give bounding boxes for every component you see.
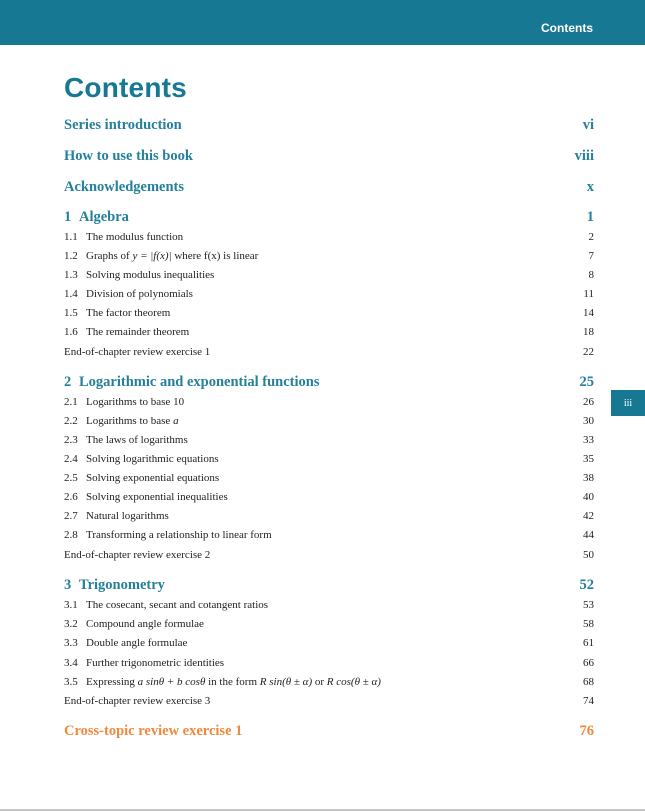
- section-number: 1.6: [64, 326, 78, 338]
- entry-page: viii: [574, 148, 594, 164]
- section-page: 38: [583, 472, 594, 484]
- toc-section-2-6[interactable]: [64, 491, 594, 503]
- page-title: Contents: [64, 72, 187, 103]
- toc-chapter-3[interactable]: [64, 577, 594, 594]
- toc-section-1-4[interactable]: [64, 288, 594, 300]
- section-number: 3.1: [64, 599, 78, 611]
- section-title: Graphs of: [86, 250, 133, 262]
- section-title: Expressing: [86, 676, 138, 688]
- section-page: 33: [583, 434, 594, 446]
- section-number: 2.1: [64, 396, 78, 408]
- math-expression-cos: R cos(θ ± α): [326, 676, 381, 688]
- entry-title: Series introduction: [64, 117, 182, 133]
- chapter-page: 1: [586, 209, 594, 225]
- review-title: End-of-chapter review exercise 3: [64, 695, 211, 707]
- toc-section-2-3[interactable]: [64, 434, 594, 446]
- toc-section-2-5[interactable]: [64, 472, 594, 484]
- toc-section-2-4[interactable]: [64, 453, 594, 465]
- chapter-page: 25: [579, 374, 594, 390]
- section-title: Logarithms to base: [86, 415, 174, 427]
- chapter-title: Logarithmic and exponential functions: [79, 374, 320, 390]
- chapter-number: 1: [64, 209, 72, 225]
- section-number: 1.5: [64, 307, 78, 319]
- header-bar: [0, 0, 645, 45]
- toc-review-3[interactable]: [64, 695, 594, 707]
- math-expression: y = |f(x)|: [132, 250, 172, 262]
- chapter-number: 3: [64, 577, 72, 593]
- chapter-title: Trigonometry: [79, 577, 165, 593]
- section-page: 53: [583, 599, 594, 611]
- section-title: The modulus function: [86, 231, 184, 243]
- section-number: 1.3: [64, 269, 78, 281]
- toc-cross-topic-1[interactable]: [64, 723, 594, 740]
- entry-page: x: [586, 179, 594, 195]
- section-title: Division of polynomials: [86, 288, 193, 300]
- toc-section-3-1[interactable]: [64, 599, 594, 611]
- section-page: 35: [583, 453, 594, 465]
- section-number: 3.2: [64, 618, 78, 630]
- section-page: 26: [583, 396, 594, 408]
- review-title: End-of-chapter review exercise 1: [64, 346, 211, 358]
- section-title: Double angle formulae: [86, 637, 188, 649]
- toc-entry-acknowledgements[interactable]: [64, 179, 594, 196]
- section-page: 66: [583, 657, 594, 669]
- section-number: 2.4: [64, 453, 78, 465]
- section-title: Logarithms to base 10: [86, 396, 185, 408]
- review-title: End-of-chapter review exercise 2: [64, 549, 211, 561]
- toc-section-3-5[interactable]: [64, 676, 594, 688]
- section-title: The cosecant, secant and cotangent ratios: [86, 599, 269, 611]
- section-number: 3.4: [64, 657, 78, 669]
- section-number: 2.8: [64, 529, 78, 541]
- entry-page: vi: [582, 117, 594, 133]
- chapter-page: 52: [579, 577, 594, 593]
- header-title: Contents: [541, 21, 593, 35]
- toc-chapter-1[interactable]: [64, 209, 594, 226]
- toc-section-1-1[interactable]: [64, 231, 594, 243]
- section-page: 18: [583, 326, 594, 338]
- toc-section-2-2[interactable]: [64, 415, 594, 427]
- section-title: Solving exponential equations: [86, 472, 220, 484]
- section-number: 3.5: [64, 676, 78, 688]
- toc-section-1-3[interactable]: [64, 269, 594, 281]
- section-number: 1.1: [64, 231, 78, 243]
- review-page: 50: [583, 549, 594, 561]
- section-page: 7: [588, 250, 594, 262]
- section-page: 2: [588, 231, 594, 243]
- section-page: 11: [583, 288, 594, 300]
- section-page: 44: [583, 529, 594, 541]
- toc-section-3-3[interactable]: [64, 637, 594, 649]
- entry-title: How to use this book: [64, 148, 193, 164]
- section-title: Transforming a relationship to linear form: [86, 529, 272, 541]
- section-number: 2.6: [64, 491, 78, 503]
- chapter-number: 2: [64, 374, 72, 390]
- section-page: 58: [583, 618, 594, 630]
- section-number: 3.3: [64, 637, 78, 649]
- section-title: The laws of logarithms: [86, 434, 188, 446]
- section-title: Natural logarithms: [86, 510, 169, 522]
- toc-chapter-2[interactable]: [64, 374, 594, 391]
- cross-topic-title: Cross-topic review exercise 1: [64, 723, 243, 739]
- toc-section-1-6[interactable]: [64, 326, 594, 338]
- math-expression: a: [173, 415, 179, 427]
- toc-section-3-2[interactable]: [64, 618, 594, 630]
- review-page: 22: [583, 346, 594, 358]
- section-title-suffix: where f(x) is linear: [171, 250, 259, 262]
- math-expression: a sinθ + b cosθ: [137, 676, 206, 688]
- section-title: Solving exponential inequalities: [86, 491, 228, 503]
- chapter-title: Algebra: [79, 209, 129, 225]
- section-page: 68: [583, 676, 594, 688]
- page-folio-tab: [611, 390, 645, 416]
- toc-review-1[interactable]: [64, 346, 594, 358]
- page-folio: iii: [623, 397, 633, 409]
- section-title: Further trigonometric identities: [86, 657, 225, 669]
- math-expression-sin: R sin(θ ± α): [259, 676, 313, 688]
- section-page: 8: [588, 269, 594, 281]
- section-number: 2.2: [64, 415, 78, 427]
- section-page: 61: [583, 637, 594, 649]
- section-number: 2.7: [64, 510, 78, 522]
- cross-topic-page: 76: [579, 723, 594, 739]
- toc-entry-how-to-use[interactable]: [64, 148, 594, 165]
- section-title: The factor theorem: [86, 307, 171, 319]
- section-number: 1.4: [64, 288, 78, 300]
- section-number: 2.5: [64, 472, 78, 484]
- section-number: 2.3: [64, 434, 78, 446]
- section-title: Solving modulus inequalities: [86, 269, 215, 281]
- section-title: Compound angle formulae: [86, 618, 204, 630]
- toc-review-2[interactable]: [64, 549, 594, 561]
- toc-section-1-5[interactable]: [64, 307, 594, 319]
- toc-section-2-8[interactable]: [64, 529, 594, 541]
- section-title: Solving logarithmic equations: [86, 453, 219, 465]
- toc-section-2-1[interactable]: [64, 396, 594, 408]
- section-title: The remainder theorem: [86, 326, 190, 338]
- section-page: 30: [583, 415, 594, 427]
- toc-section-2-7[interactable]: [64, 510, 594, 522]
- section-title-or: or: [312, 676, 327, 688]
- review-page: 74: [583, 695, 594, 707]
- section-page: 42: [583, 510, 594, 522]
- toc-section-3-4[interactable]: [64, 657, 594, 669]
- section-number: 1.2: [64, 250, 78, 262]
- toc-section-1-2[interactable]: [64, 250, 594, 262]
- section-page: 14: [583, 307, 594, 319]
- section-page: 40: [583, 491, 594, 503]
- toc-entry-series-introduction[interactable]: [64, 117, 594, 134]
- entry-title: Acknowledgements: [64, 179, 185, 195]
- section-title-middle: in the form: [205, 676, 260, 688]
